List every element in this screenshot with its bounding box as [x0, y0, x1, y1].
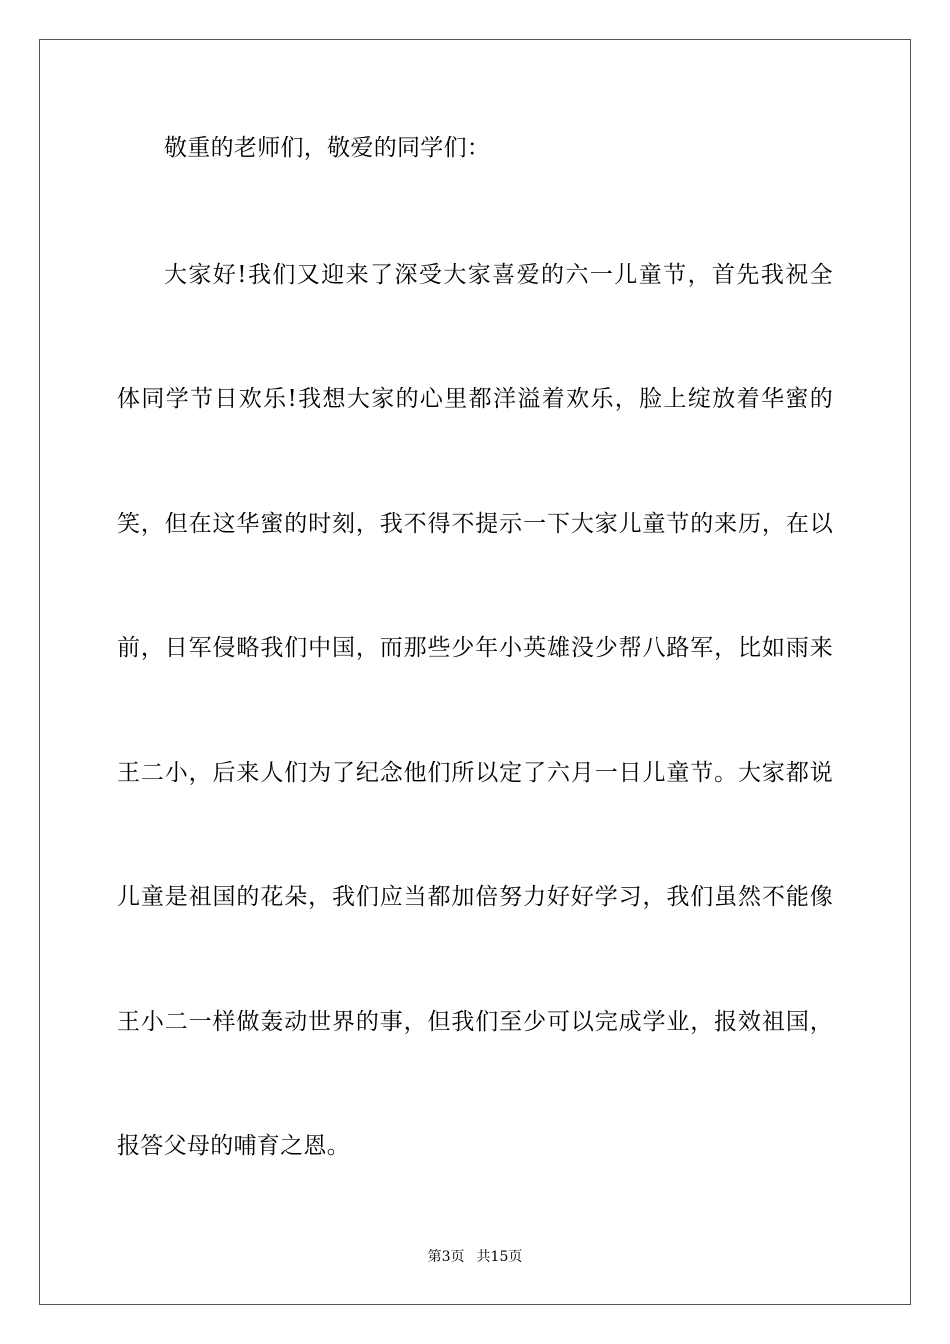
page-number: 第3页 [427, 1249, 465, 1265]
paragraph-line-7: 王小二一样做轰动世界的事，但我们至少可以完成学业，报效祖国， [117, 1009, 833, 1035]
paragraph-line-4: 前，日军侵略我们中国，而那些少年小英雄没少帮八路军，比如雨来 [117, 635, 833, 661]
page-footer [0, 1248, 950, 1266]
total-pages: 共15页 [476, 1249, 523, 1265]
paragraph-line-5: 王二小，后来人们为了纪念他们所以定了六月一日儿童节。大家都说 [117, 760, 833, 786]
paragraph-line-1: 大家好!我们又迎来了深受大家喜爱的六一儿童节，首先我祝全 [164, 262, 833, 288]
paragraph-line-2: 体同学节日欢乐!我想大家的心里都洋溢着欢乐，脸上绽放着华蜜的 [117, 386, 833, 412]
page-border [39, 39, 911, 1305]
salutation: 敬重的老师们，敬爱的同学们： [164, 135, 491, 161]
paragraph-line-8: 报答父母的哺育之恩。 [117, 1133, 350, 1159]
paragraph-line-6: 儿童是祖国的花朵，我们应当都加倍努力好好学习，我们虽然不能像 [117, 884, 833, 910]
paragraph-line-3: 笑，但在这华蜜的时刻，我不得不提示一下大家儿童节的来历，在以 [117, 511, 833, 537]
